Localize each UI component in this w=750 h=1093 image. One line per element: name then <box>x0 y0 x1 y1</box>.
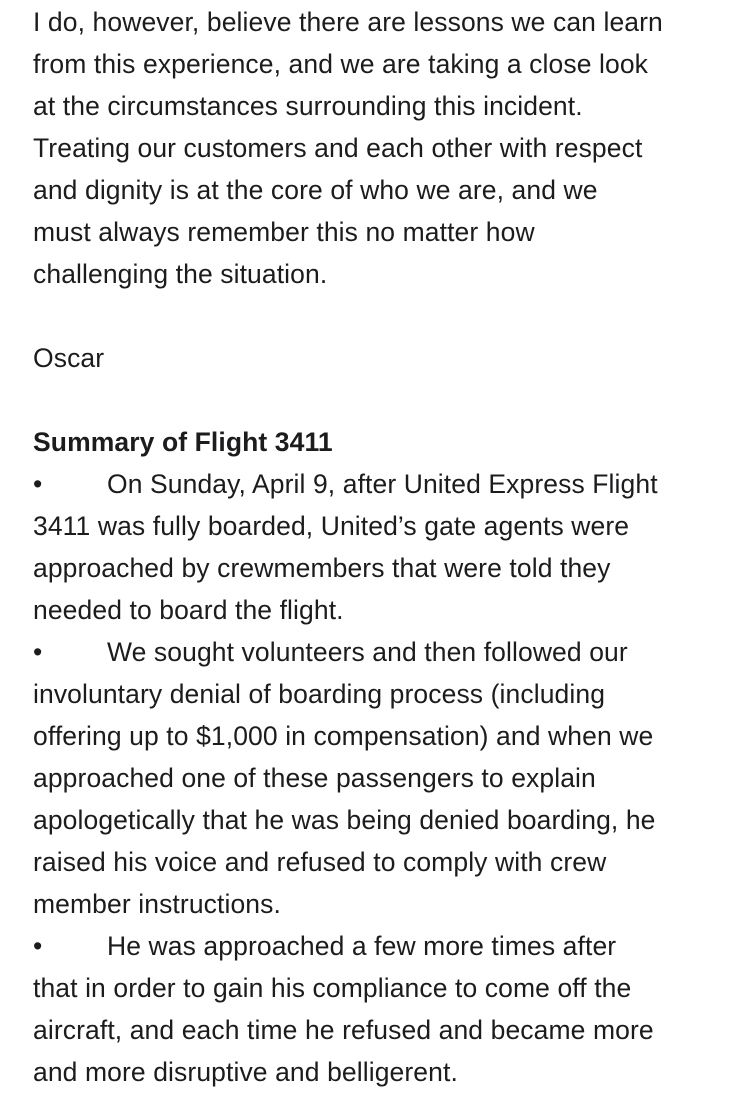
signature: Oscar <box>33 343 105 373</box>
spacer <box>33 295 733 337</box>
paragraph-line: Treating our customers and each other with respect <box>33 133 643 163</box>
paragraph-line: at the circumstances surrounding this incident. <box>33 91 583 121</box>
bullet-text-line: approached one of these passengers to explain <box>33 763 596 793</box>
spacer <box>33 379 733 421</box>
bullet-text-line: 3411 was fully boarded, United’s gate agents were <box>33 511 630 541</box>
bullet-text-line: apologetically that he was being denied boarding, he <box>33 805 656 835</box>
bullet-text-line: needed to board the flight. <box>33 595 344 625</box>
bullet-text-line: raised his voice and refused to comply with crew <box>33 847 607 877</box>
summary-bullet-2 <box>33 631 733 925</box>
bullet-text-line: offering up to $1,000 in compensation) and when we <box>33 721 654 751</box>
paragraph-line: from this experience, and we are taking a close look <box>33 49 649 79</box>
summary-bullet-1 <box>33 463 733 631</box>
bullet-text-line: and more disruptive and belligerent. <box>33 1057 458 1087</box>
bullet-text-line: that in order to gain his compliance to come off the <box>33 973 632 1003</box>
bullet-text-line: approached by crewmembers that were told they <box>33 553 611 583</box>
bullet-text: We sought volunteers and then followed our <box>107 637 628 667</box>
summary-bullet-3 <box>33 925 733 1093</box>
paragraph-line: I do, however, believe there are lessons we can learn <box>33 7 663 37</box>
bullet-icon: • <box>33 931 43 961</box>
bullet-text: He was approached a few more times after <box>107 931 617 961</box>
closing-paragraph <box>33 1 733 295</box>
bullet-text-line: member instructions. <box>33 889 281 919</box>
bullet-icon: • <box>33 469 43 499</box>
letter-document <box>33 1 733 1093</box>
paragraph-line: and dignity is at the core of who we are, and we <box>33 175 598 205</box>
bullet-text-line: aircraft, and each time he refused and became more <box>33 1015 654 1045</box>
bullet-text: On Sunday, April 9, after United Express Flight <box>107 469 658 499</box>
paragraph-line: challenging the situation. <box>33 259 328 289</box>
bullet-icon: • <box>33 637 43 667</box>
summary-heading: Summary of Flight 3411 <box>33 427 333 457</box>
paragraph-line: must always remember this no matter how <box>33 217 535 247</box>
bullet-text-line: involuntary denial of boarding process (including <box>33 679 606 709</box>
